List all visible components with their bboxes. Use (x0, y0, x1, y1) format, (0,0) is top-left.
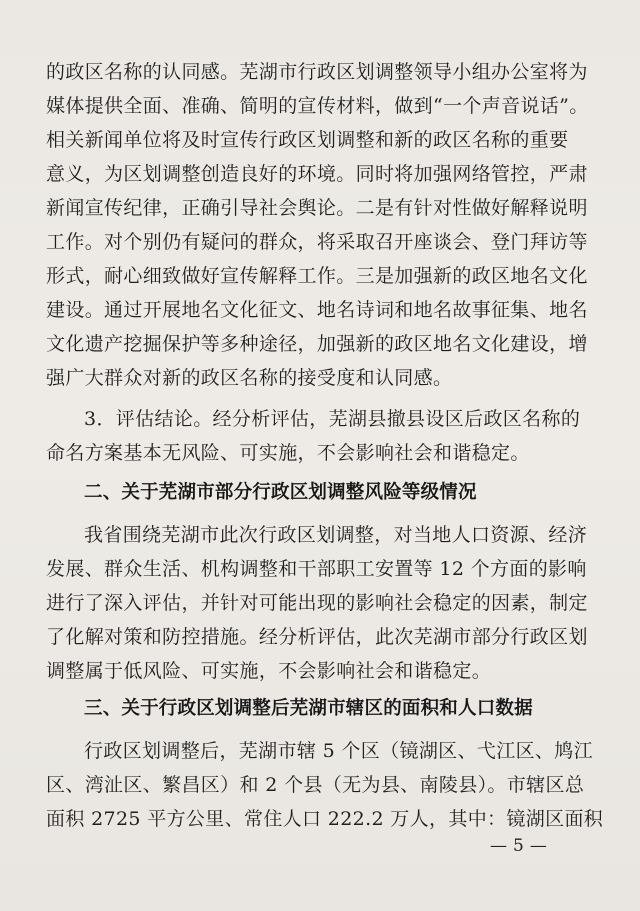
assessment-conclusion-line-2: 命名方案基本无风险、可实施，不会影响社会和谐稳定。 (46, 442, 530, 464)
body-line-1: 的政区名称的认同感。芜湖市行政区划调整领导小组办公室将为 (46, 61, 588, 83)
page-number-value: 5 (513, 836, 524, 856)
section-2-line-4: 了化解对策和防控措施。经分析评估，此次芜湖市部分行政区划 (46, 626, 588, 648)
section-2-line-1: 我省围绕芜湖市此次行政区划调整，对当地人口资源、经济 (84, 524, 588, 546)
section-3-line-1: 行政区划调整后，芜湖市辖 5 个区（镜湖区、弋江区、鸠江 (84, 740, 593, 762)
section-3-line-3: 面积 2725 平方公里、常住人口 222.2 万人，其中：镜湖区面积 (46, 808, 604, 830)
section-2-line-5: 调整属于低风险、可实施，不会影响社会和谐稳定。 (46, 660, 492, 682)
body-line-7: 形式，耐心细致做好宣传解释工作。三是加强新的政区地名文化 (46, 265, 588, 287)
body-line-6: 工作。对个别仍有疑问的群众，将采取召开座谈会、登门拜访等 (46, 231, 588, 253)
page-number-right-dash: — (529, 836, 547, 856)
page-number-left-dash: — (490, 836, 507, 856)
section-heading-3: 三、关于行政区划调整后芜湖市辖区的面积和人口数据 (84, 698, 533, 719)
section-2-line-2: 发展、群众生活、机构调整和干部职工安置等 12 个方面的影响 (46, 558, 587, 580)
body-line-9: 文化遗产挖掘保护等多种途径，加强新的政区地名文化建设，增 (46, 333, 588, 355)
assessment-conclusion-line-1: 3．评估结论。经分析评估，芜湖县撤县设区后政区名称的 (84, 408, 581, 430)
body-line-4: 意义，为区划调整创造良好的环境。同时将加强网络管控，严肃 (46, 163, 588, 185)
body-line-5: 新闻宣传纪律，正确引导社会舆论。二是有针对性做好解释说明 (46, 197, 588, 219)
section-2-line-3: 进行了深入评估，并针对可能出现的影响社会稳定的因素，制定 (46, 592, 588, 614)
body-line-8: 建设。通过开展地名文化征文、地名诗词和地名故事征集、地名 (46, 299, 588, 321)
page-number (484, 838, 553, 855)
body-line-3: 相关新闻单位将及时宣传行政区划调整和新的政区名称的重要 (46, 129, 569, 151)
body-line-10: 强广大群众对新的政区名称的接受度和认同感。 (46, 367, 453, 389)
section-heading-2: 二、关于芜湖市部分行政区划调整风险等级情况 (84, 482, 477, 503)
body-line-2: 媒体提供全面、准确、简明的宣传材料，做到“一个声音说话”。 (46, 95, 589, 117)
section-3-line-2: 区、湾沚区、繁昌区）和 2 个县（无为县、南陵县）。市辖区总 (46, 774, 585, 796)
